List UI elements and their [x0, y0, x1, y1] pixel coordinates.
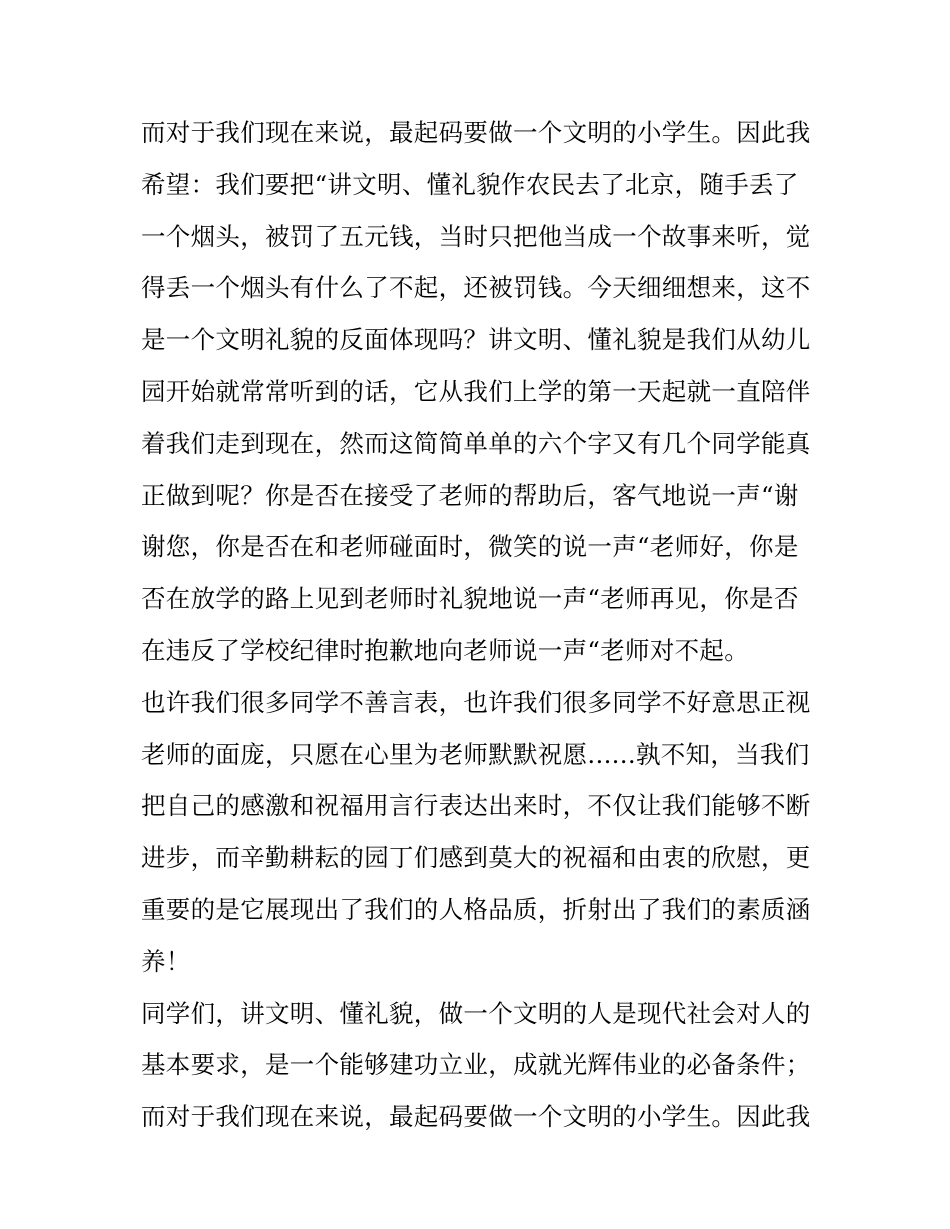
text-line-3: 一个烟头，被罚了五元钱，当时只把他当成一个故事来听，觉 — [141, 221, 811, 251]
text-line-16: 重要的是它展现出了我们的人格品质，折射出了我们的素质涵 — [141, 894, 811, 924]
text-line-19: 基本要求，是一个能够建功立业，成就光辉伟业的必备条件； — [141, 1050, 811, 1080]
text-line-17: 养！ — [141, 946, 191, 976]
text-line-15: 进步，而辛勤耕耘的园丁们感到莫大的祝福和由衷的欣慰，更 — [141, 843, 811, 873]
text-line-18: 同学们，讲文明、懂礼貌，做一个文明的人是现代社会对人的 — [141, 998, 811, 1028]
text-line-12: 也许我们很多同学不善言表，也许我们很多同学不好意思正视 — [141, 687, 811, 717]
text-line-6: 园开始就常常听到的话，它从我们上学的第一天起就一直陪伴 — [141, 376, 811, 406]
text-line-1: 而对于我们现在来说，最起码要做一个文明的小学生。因此我 — [141, 118, 811, 147]
text-line-13: 老师的面庞，只愿在心里为老师默默祝愿......孰不知，当我们 — [141, 739, 810, 769]
text-line-11: 在违反了学校纪律时抱歉地向老师说一声“老师对不起。 — [141, 635, 750, 665]
text-line-10: 否在放学的路上见到老师时礼貌地说一声“老师再见，你是否 — [141, 584, 799, 614]
text-line-4: 得丢一个烟头有什么了不起，还被罚钱。今天细细想来，这不 — [141, 273, 811, 303]
text-line-5: 是一个文明礼貌的反面体现吗？讲文明、懂礼貌是我们从幼儿 — [141, 325, 811, 355]
text-line-2: 希望：我们要把“讲文明、懂礼貌作农民去了北京，随手丢了 — [141, 169, 799, 199]
text-line-8: 正做到呢？你是否在接受了老师的帮助后，客气地说一声“谢 — [141, 480, 799, 510]
document-body — [141, 107, 821, 1143]
text-line-9: 谢您，你是否在和老师碰面时，微笑的说一声“老师好，你是 — [141, 532, 799, 562]
text-line-7: 着我们走到现在，然而这简简单单的六个字又有几个同学能真 — [141, 428, 811, 458]
text-line-20: 而对于我们现在来说，最起码要做一个文明的小学生。因此我 — [141, 1102, 811, 1132]
text-line-14: 把自己的感激和祝福用言行表达出来时，不仅让我们能够不断 — [141, 791, 811, 821]
